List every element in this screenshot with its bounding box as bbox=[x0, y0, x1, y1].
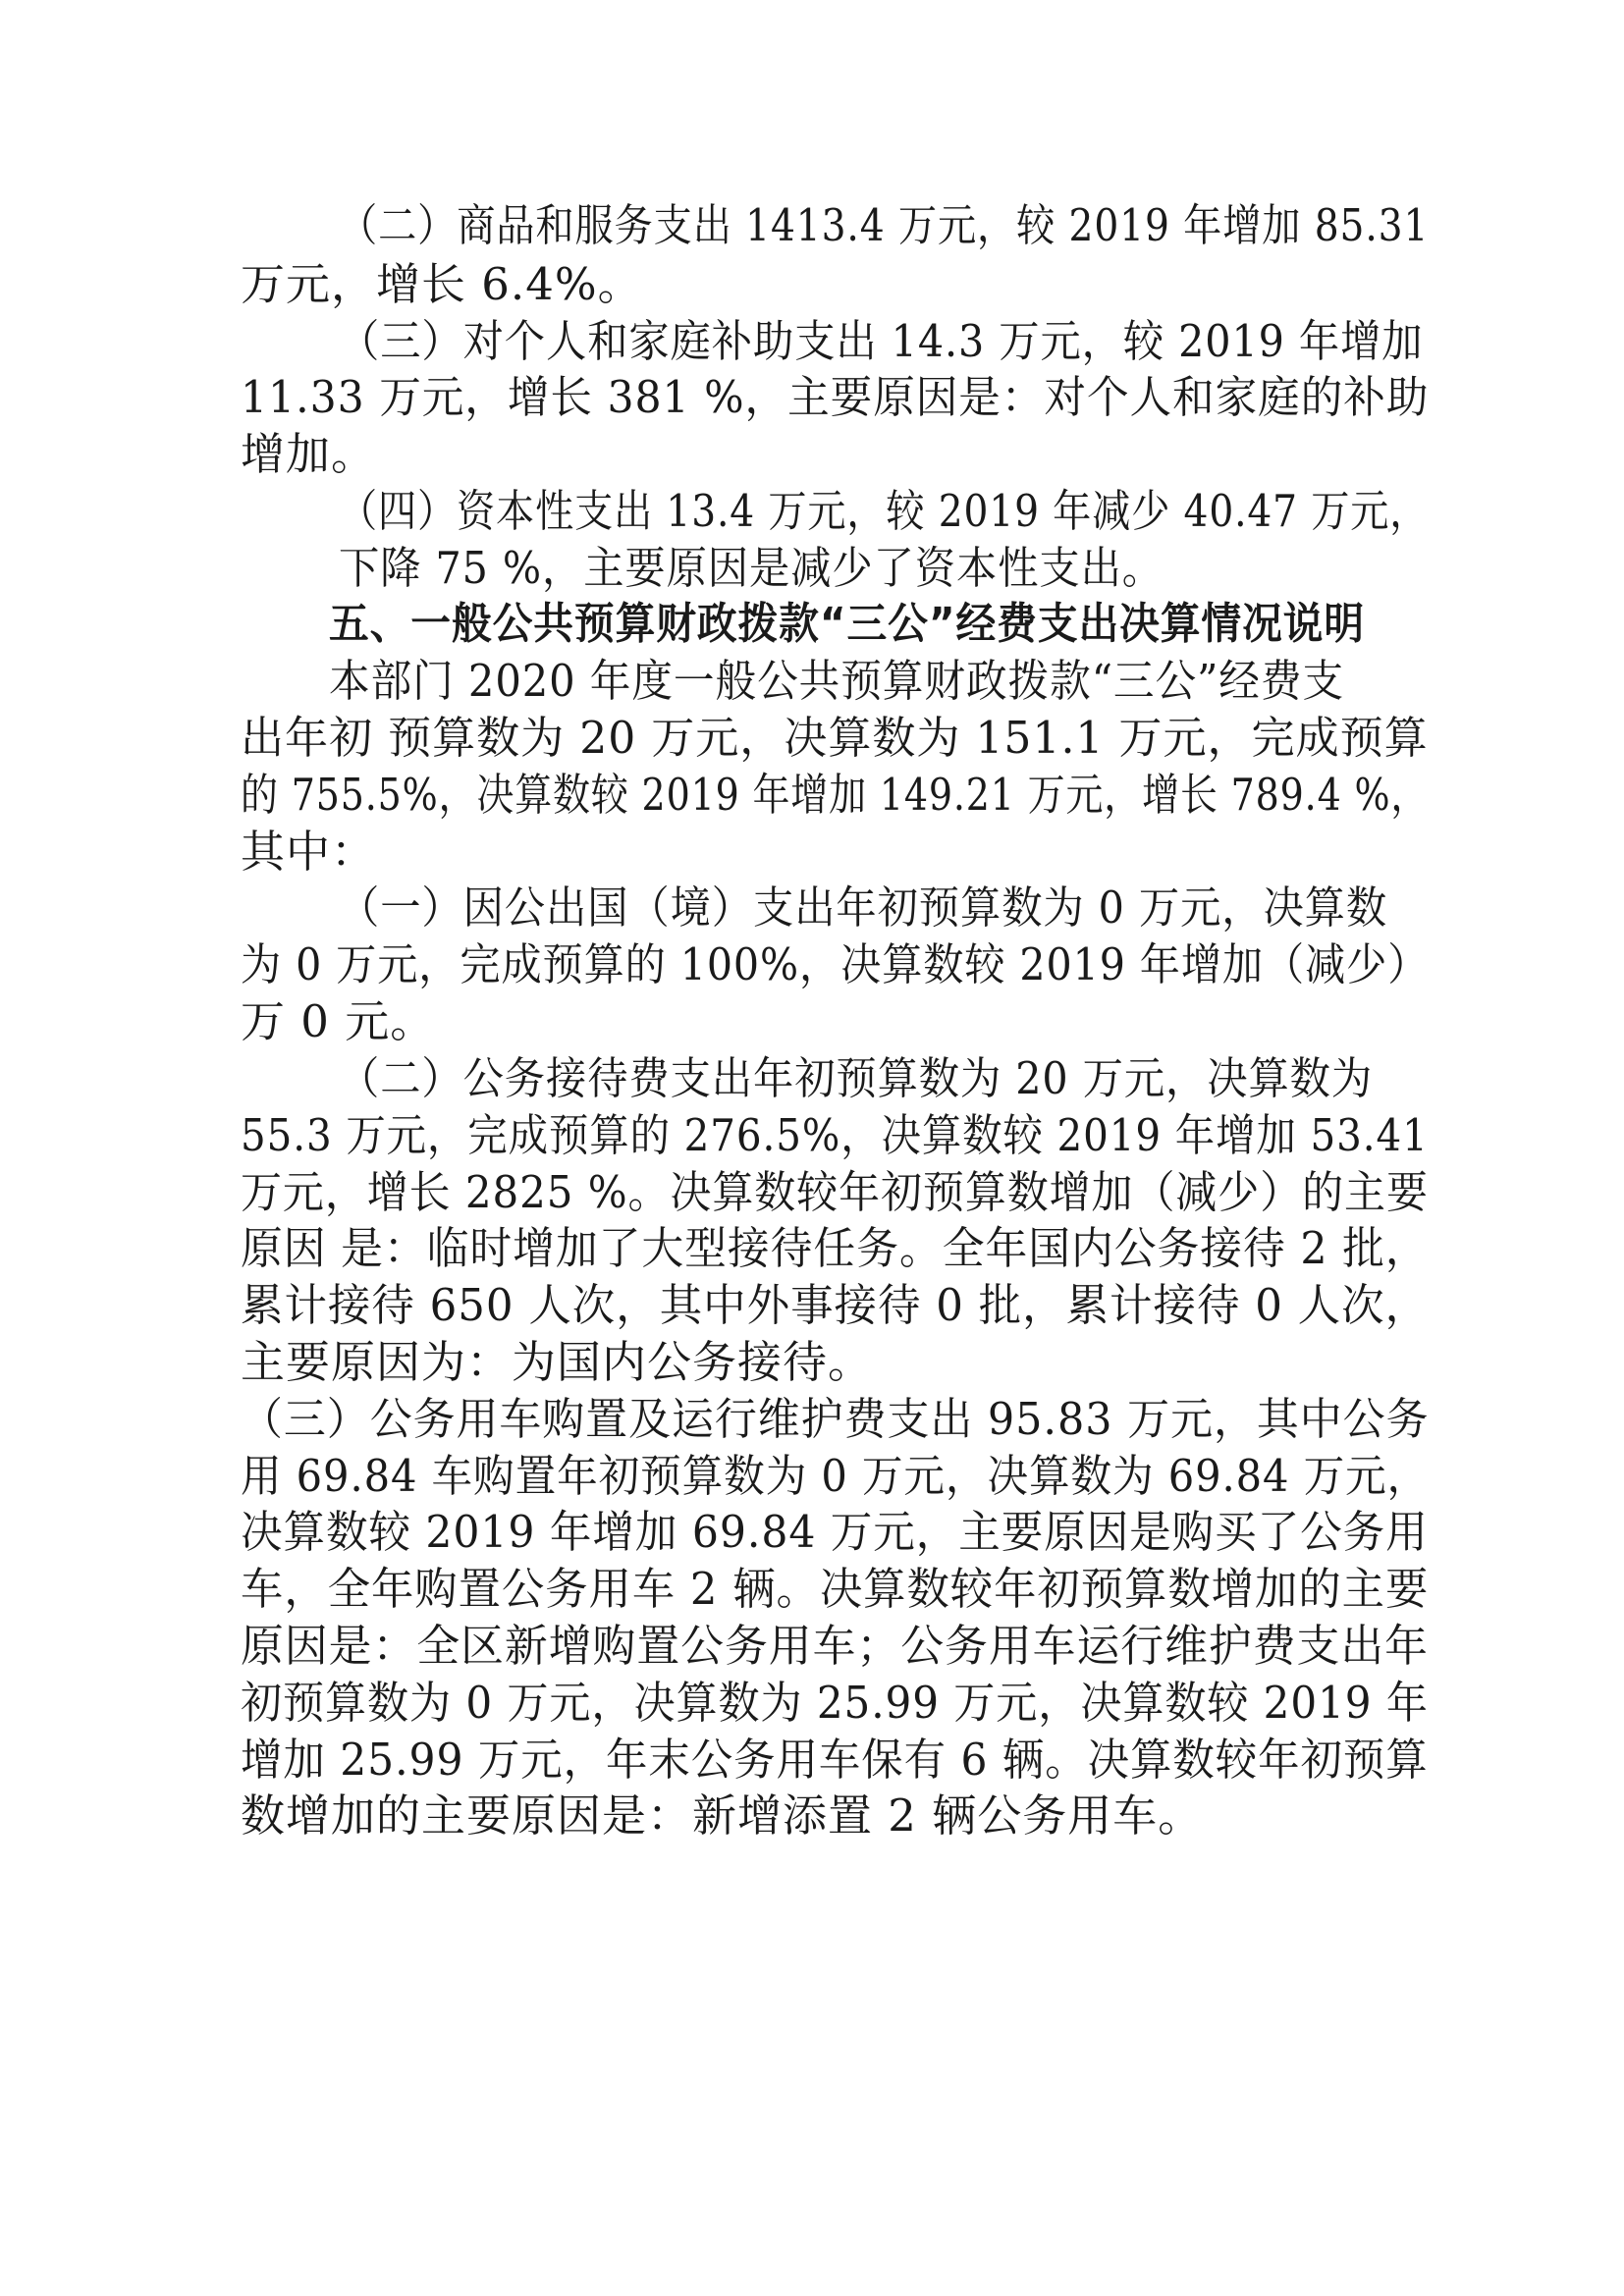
paragraph-capital-line-1: （四）资本性支出 13.4 万元，较 2019 年减少 40.47 万元， bbox=[339, 485, 1430, 537]
paragraph-overview-line-2: 出年初 预算数为 20 万元，决算数为 151.1 万元，完成预算 bbox=[241, 712, 1429, 764]
paragraph-vehicles-line-6: 初预算数为 0 万元，决算数为 25.99 万元，决算数较 2019 年 bbox=[241, 1677, 1429, 1729]
paragraph-capital-line-2: 下降 75 %，主要原因是减少了资本性支出。 bbox=[339, 542, 1164, 594]
paragraph-reception-line-2: 55.3 万元，完成预算的 276.5%，决算数较 2019 年增加 53.41 bbox=[241, 1109, 1429, 1161]
paragraph-reception-line-3: 万元，增长 2825 %。决算数较年初预算数增加（减少）的主要 bbox=[241, 1166, 1429, 1218]
paragraph-household-subsidy-line-1: （三）对个人和家庭补助支出 14.3 万元，较 2019 年增加 bbox=[339, 315, 1424, 367]
paragraph-reception-line-4: 原因 是：临时增加了大型接待任务。全年国内公务接待 2 批， bbox=[241, 1222, 1429, 1274]
paragraph-reception-line-5: 累计接待 650 人次，其中外事接待 0 批，累计接待 0 人次， bbox=[241, 1279, 1430, 1331]
paragraph-overview-line-3: 的 755.5%，决算数较 2019 年增加 149.21 万元，增长 789.4 %， bbox=[241, 769, 1430, 821]
paragraph-vehicles-line-4: 车，全年购置公务用车 2 辆。决算数较年初预算数增加的主要 bbox=[241, 1563, 1430, 1615]
paragraph-reception-line-6: 主要原因为：为国内公务接待。 bbox=[241, 1336, 874, 1388]
paragraph-reception-line-1: （二）公务接待费支出年初预算数为 20 万元，决算数为 bbox=[339, 1052, 1374, 1104]
paragraph-goods-services-line-1: （二）商品和服务支出 1413.4 万元，较 2019 年增加 85.31 bbox=[339, 199, 1430, 251]
paragraph-goods-services-line-2: 万元，增长 6.4%。 bbox=[241, 258, 643, 310]
paragraph-household-subsidy-line-3: 增加。 bbox=[241, 428, 377, 480]
paragraph-overseas-line-3: 万 0 元。 bbox=[241, 995, 436, 1047]
paragraph-vehicles-line-3: 决算数较 2019 年增加 69.84 万元，主要原因是购买了公务用 bbox=[241, 1506, 1429, 1558]
paragraph-overview-line-1: 本部门 2020 年度一般公共预算财政拨款“三公”经费支 bbox=[329, 655, 1345, 707]
paragraph-overview-line-4: 其中： bbox=[241, 826, 377, 878]
paragraph-household-subsidy-line-2: 11.33 万元，增长 381 %，主要原因是：对个人和家庭的补助 bbox=[241, 371, 1430, 423]
paragraph-overseas-line-1: （一）因公出国（境）支出年初预算数为 0 万元，决算数 bbox=[339, 881, 1388, 934]
paragraph-vehicles-line-5: 原因是：全区新增购置公务用车；公务用车运行维护费支出年 bbox=[241, 1620, 1429, 1672]
paragraph-vehicles-line-8: 数增加的主要原因是：新增添置 2 辆公务用车。 bbox=[241, 1789, 1204, 1842]
section-heading-three-public-expenses: 五、一般公共预算财政拨款“三公”经费支出决算情况说明 bbox=[329, 599, 1366, 649]
paragraph-vehicles-line-1: （三）公务用车购置及运行维护费支出 95.83 万元，其中公务 bbox=[241, 1393, 1430, 1445]
paragraph-vehicles-line-7: 增加 25.99 万元，年末公务用车保有 6 辆。决算数较年初预算 bbox=[241, 1734, 1429, 1786]
paragraph-overseas-line-2: 为 0 万元，完成预算的 100%，决算数较 2019 年增加（减少） bbox=[241, 938, 1430, 990]
paragraph-vehicles-line-2: 用 69.84 车购置年初预算数为 0 万元，决算数为 69.84 万元， bbox=[241, 1450, 1430, 1502]
